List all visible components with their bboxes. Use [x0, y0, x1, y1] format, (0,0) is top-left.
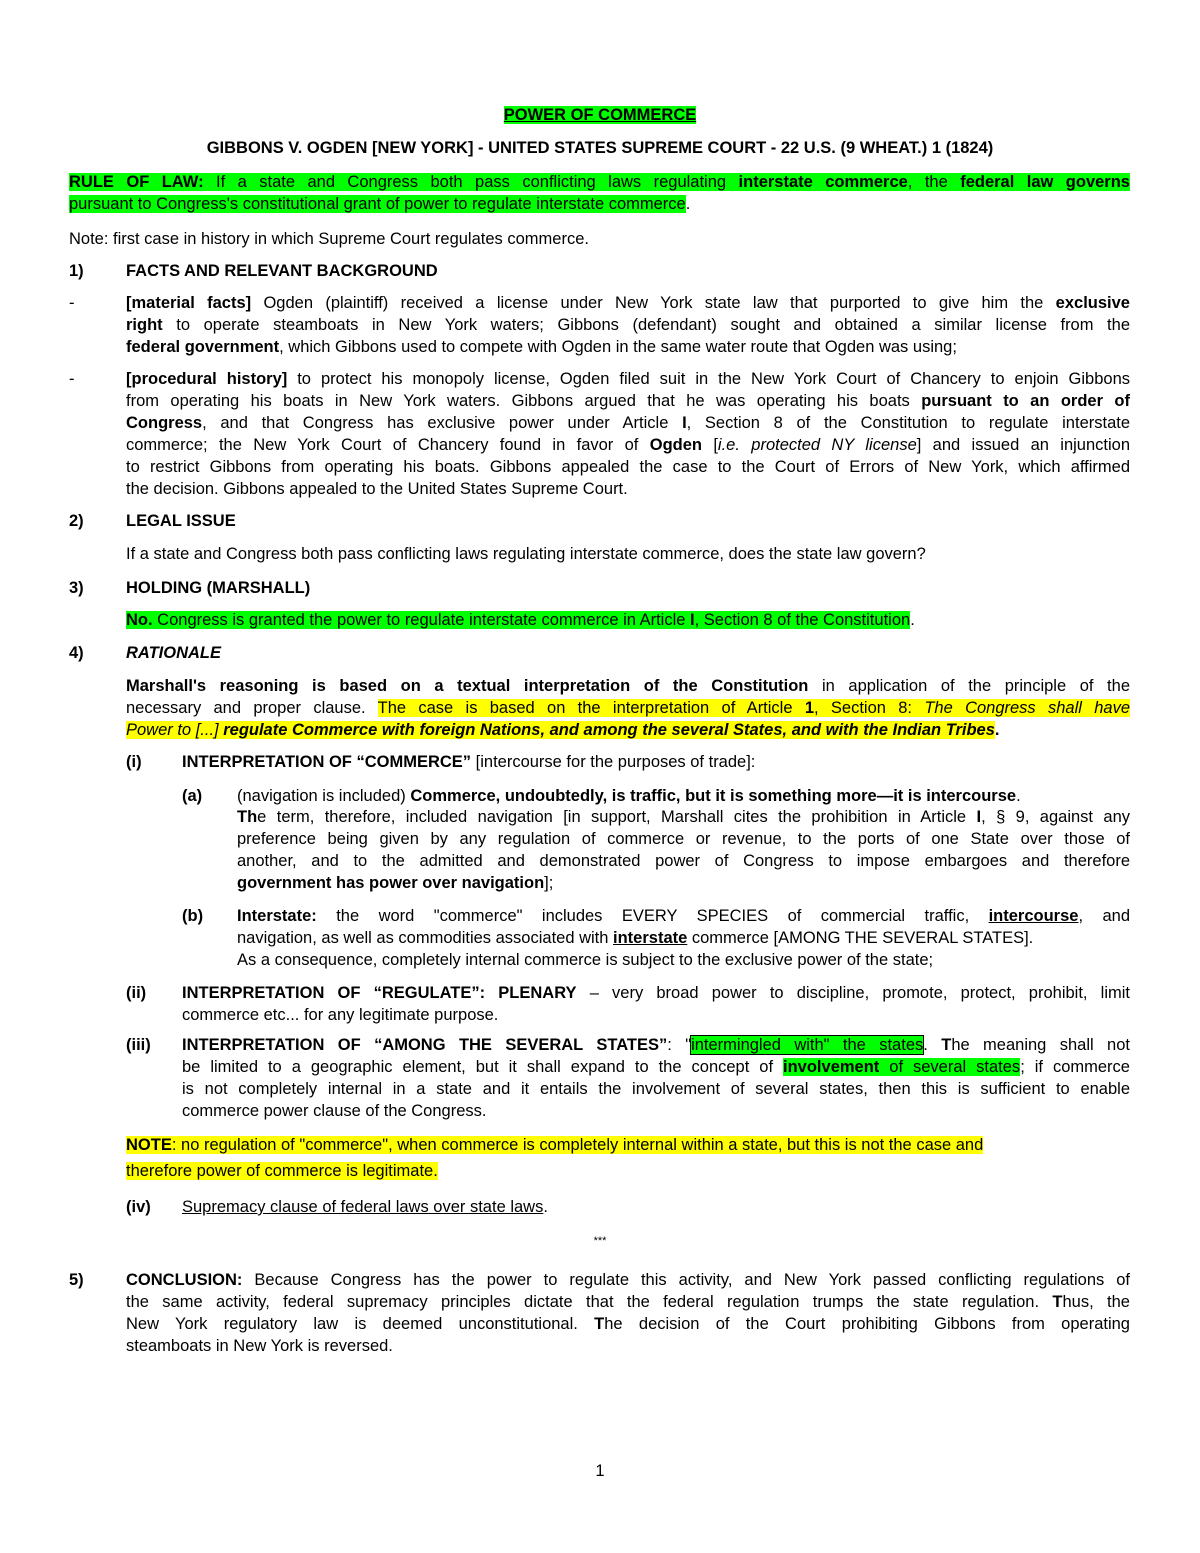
material-facts-dash: - — [69, 294, 75, 312]
item-iii-number: (iii) — [126, 1036, 151, 1054]
procedural-history-line-3: Congress, and that Congress has exclusive power under Article I, Section 8 of the Constitution to regulate interstate — [126, 414, 1131, 432]
item-b-line-1: Interstate: the word "commerce" includes EVERY SPECIES of commercial traffic, intercourse, and — [237, 907, 1130, 925]
section-3-heading: HOLDING (MARSHALL) — [126, 579, 311, 597]
rationale-line-3: Power to [...] regulate Commerce with foreign Nations, and among the several States, and with the Indian Tribes. — [126, 721, 1000, 739]
procedural-history-line-2: from operating his boats in New York waters. Gibbons argued that he was operating his boats pursuant to an order of — [126, 392, 1130, 410]
material-facts-line-1: [material facts] Ogden (plaintiff) received a license under New York state law that purported to give him the exclusive — [126, 294, 1130, 312]
item-b-line-2: navigation, as well as commodities associated with interstate commerce [AMONG THE SEVERAL STATES]. — [237, 929, 1034, 947]
title-text: POWER OF COMMERCE — [503, 106, 697, 124]
item-ii-number: (ii) — [126, 984, 147, 1002]
note-line-1: NOTE: no regulation of "commerce", when commerce is completely internal within a state, but this is not the case and — [126, 1136, 984, 1154]
procedural-history-line-1: [procedural history] to protect his monopoly license, Ogden filed suit in the New York Court of Chancery to enjoin Gibbons — [126, 370, 1130, 388]
holding-text: No. Congress is granted the power to regulate interstate commerce in Article I, Section 8 of the Constitution. — [126, 611, 915, 629]
item-iii-line-1: INTERPRETATION OF “AMONG THE SEVERAL STATES”: "intermingled with" the states. The meaning shall not — [182, 1036, 1130, 1054]
item-iii-line-3: is not completely internal in a state and it entails the involvement of several states, then this is sufficient to enable — [182, 1080, 1130, 1098]
note-line-2: therefore power of commerce is legitimate. — [126, 1162, 438, 1180]
section-2-heading: LEGAL ISSUE — [126, 512, 236, 530]
section-1-number: 1) — [69, 262, 84, 280]
rule-of-law-line-1: RULE OF LAW: If a state and Congress both pass conflicting laws regulating interstate commerce, the federal law governs — [69, 173, 1130, 191]
section-1-heading: FACTS AND RELEVANT BACKGROUND — [126, 262, 438, 280]
item-iii-line-2: be limited to a geographic element, but it shall expand to the concept of involvement of several states; if commerce — [182, 1058, 1130, 1076]
intro-note: Note: first case in history in which Supreme Court regulates commerce. — [69, 230, 589, 248]
rule-of-law-line-2: pursuant to Congress's constitutional grant of power to regulate interstate commerce. — [69, 195, 691, 213]
item-i-number: (i) — [126, 753, 142, 771]
item-ii-line-1: INTERPRETATION OF “REGULATE”: PLENARY – very broad power to discipline, promote, protect, prohibit, limit — [182, 984, 1130, 1002]
conclusion-line-3: New York regulatory law is deemed unconstitutional. The decision of the Court prohibiting Gibbons from operating — [126, 1315, 1130, 1333]
case-header: GIBBONS V. OGDEN [NEW YORK] - UNITED STATES SUPREME COURT - 22 U.S. (9 WHEAT.) 1 (1824) — [206, 139, 994, 157]
item-iii-line-4: commerce power clause of the Congress. — [182, 1102, 487, 1120]
page-number: 1 — [595, 1462, 605, 1480]
item-a-line-3: preference being given by any regulation of commerce or revenue, to the ports of one State over those of — [237, 830, 1130, 848]
item-a-number: (a) — [182, 787, 203, 805]
rationale-line-2: necessary and proper clause. The case is based on the interpretation of Article 1, Section 8: The Congress shall have — [126, 699, 1131, 717]
material-facts-line-3: federal government, which Gibbons used to compete with Ogden in the same water route that Ogden was using; — [126, 338, 957, 356]
item-iv-text: Supremacy clause of federal laws over state laws. — [182, 1198, 548, 1216]
item-i-heading: INTERPRETATION OF “COMMERCE” [intercourse for the purposes of trade]: — [182, 753, 756, 771]
item-b-number: (b) — [182, 907, 204, 925]
item-ii-line-2: commerce etc... for any legitimate purpose. — [182, 1006, 499, 1024]
item-a-line-1: (navigation is included) Commerce, undoubtedly, is traffic, but it is something more—it is intercourse. — [237, 787, 1021, 805]
section-5-number: 5) — [69, 1271, 84, 1289]
procedural-history-dash: - — [69, 370, 75, 388]
rationale-line-1: Marshall's reasoning is based on a textual interpretation of the Constitution in application of the principle of the — [126, 677, 1130, 695]
item-iv-number: (iv) — [126, 1198, 151, 1216]
document-title — [0, 104, 1200, 126]
rule-label: RULE OF LAW: — [69, 173, 204, 191]
procedural-history-line-6: the decision. Gibbons appealed to the United States Supreme Court. — [126, 480, 628, 498]
section-separator: *** — [593, 1235, 607, 1247]
conclusion-line-1: CONCLUSION: Because Congress has the power to regulate this activity, and New York passed conflicting regulations of — [126, 1271, 1130, 1289]
item-b-line-3: As a consequence, completely internal commerce is subject to the exclusive power of the state; — [237, 951, 934, 969]
section-4-heading: RATIONALE — [126, 644, 222, 662]
conclusion-line-2: the same activity, federal supremacy principles dictate that the federal regulation trumps the state regulation. Thus, the — [126, 1293, 1130, 1311]
material-facts-line-2: right to operate steamboats in New York waters; Gibbons (defendant) sought and obtained a similar license from the — [126, 316, 1130, 334]
conclusion-line-4: steamboats in New York is reversed. — [126, 1337, 393, 1355]
section-3-number: 3) — [69, 579, 84, 597]
item-a-line-4: another, and to the admitted and demonstrated power of Congress to impose embargoes and therefore — [237, 852, 1130, 870]
procedural-history-line-4: commerce; the New York Court of Chancery found in favor of Ogden [i.e. protected NY license] and issued an injunction — [126, 436, 1130, 454]
section-4-number: 4) — [69, 644, 84, 662]
section-2-number: 2) — [69, 512, 84, 530]
item-a-line-2: The term, therefore, included navigation [in support, Marshall cites the prohibition in Article I, § 9, against any — [237, 808, 1131, 826]
item-a-line-5: government has power over navigation]; — [237, 874, 554, 892]
legal-issue-text: If a state and Congress both pass conflicting laws regulating interstate commerce, does the state law govern? — [126, 545, 926, 563]
procedural-history-line-5: to restrict Gibbons from operating his boats. Gibbons appealed the case to the Court of Errors of New York, which affirmed — [126, 458, 1130, 476]
